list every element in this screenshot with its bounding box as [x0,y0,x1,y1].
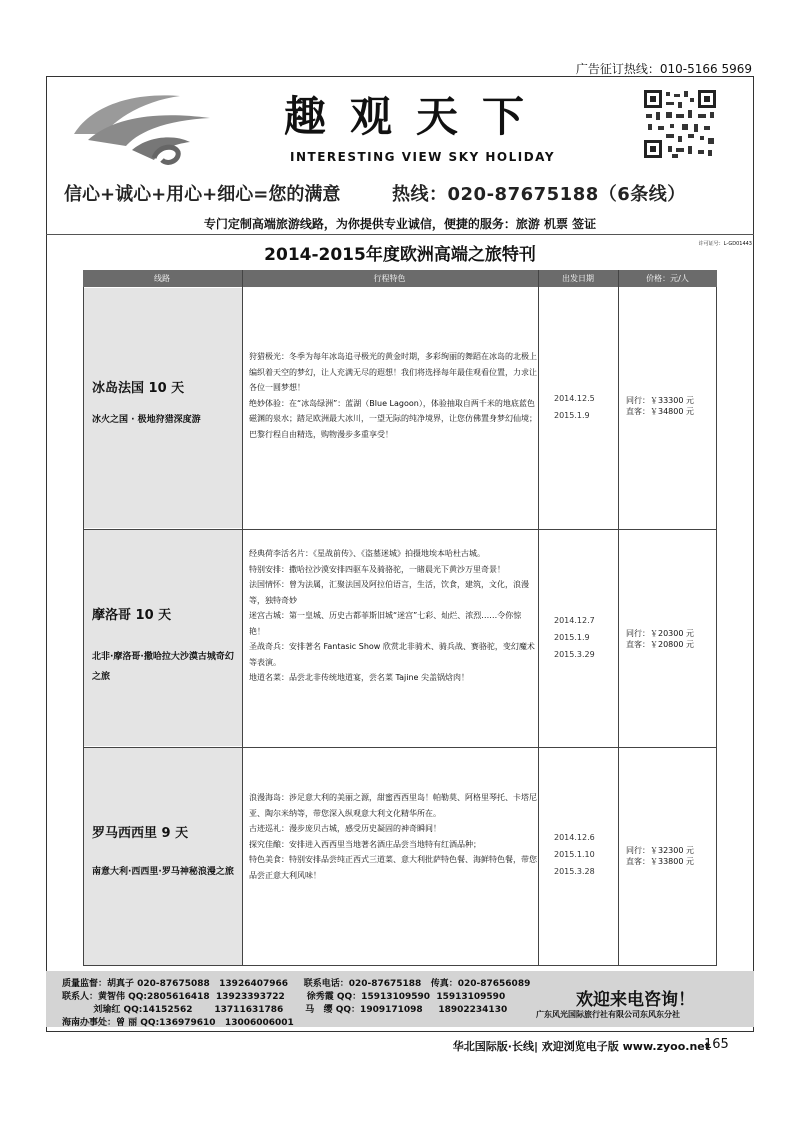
header-route: 线路 [154,274,170,283]
departure-date: 2015.1.10 [554,850,595,859]
price-agent: 同行：￥32300 元 [626,846,694,855]
desc-paragraph: 圣战奇兵：安排著名 Fantasic Show 欣赏北非骑术、骑兵战、赛骆驼，变幻魔术等表演。 [249,642,535,667]
footer-line: 刘瑜红 QQ:14152562 13711631786 马 缨 QQ：1909171098 18902234130 [62,1005,508,1015]
qr-code-icon [642,88,718,160]
route-cell-shade [84,288,242,528]
desc-paragraph: 地道名菜：品尝北非传统地道宴，尝名菜 Tajine 尖盖锅焓肉！ [249,673,469,682]
header-price: 价格：元/人 [646,274,689,283]
departure-date: 2015.3.28 [554,867,595,876]
departure-dates [554,390,595,424]
price-direct: 直客：￥20800 元 [626,640,694,649]
divider [46,234,754,235]
route-description [249,349,537,442]
price-block [626,628,694,650]
brand-name-en: INTERESTING VIEW SKY HOLIDAY [290,150,556,164]
row-divider [83,529,717,530]
departure-dates [554,612,595,663]
price-direct: 直客：￥33800 元 [626,857,694,866]
page-number: 165 [704,1037,729,1052]
footer-line: 质量监督：胡真子 020-87675088 13926407966 联系电话：020-87675188 传真：020-87656089 [62,979,531,989]
desc-paragraph: 绝妙体验：在“冰岛绿洲”：蓝湖（Blue Lagoon），体验抽取自两千米的地底蓝色磁渊的泉水；踏足欧洲最大冰川，一望无际的纯净境界，让您仿佛置身梦幻仙境； [249,398,537,423]
departure-date: 2014.12.5 [554,394,595,403]
departure-date: 2015.3.29 [554,650,595,659]
desc-paragraph: 浪漫海岛：涉足意大利的美丽之源，甜蜜西西里岛！帕勒莫、阿格里琴托、卡塔尼亚、陶尔米纳等，带您深入纵观意大利文化精华所在。 [249,793,537,818]
price-agent: 同行：￥20300 元 [626,629,694,638]
departure-date: 2015.1.9 [554,633,590,642]
price-block [626,395,694,417]
services-line: 专门定制高端旅游线路，为你提供专业诚信，便捷的服务：旅游 机票 签证 [203,217,597,231]
departure-dates [554,829,595,880]
issue-title: 2014-2015年度欧洲高端之旅特刊 [264,245,536,265]
departure-date: 2014.12.6 [554,833,595,842]
route-description [249,790,537,883]
desc-paragraph: 迷宫古城：第一皇城、历史古都菲斯旧城“迷宫”七彩、灿烂、浓烈……令你惊艳！ [249,611,522,636]
agency-name: 广东风光国际旅行社有限公司东风东分社 [536,1010,680,1019]
welcome-text: 欢迎来电咨询！ [576,990,695,1010]
brand-logo-icon [70,84,220,176]
desc-paragraph: 狩猎极光：冬季为每年冰岛追寻极光的黄金时期，多彩绚丽的舞蹈在冰岛的北极上编织着天空的梦幻，让人充满无尽的遐想！我们将选择每年最佳观看位置，力求让各位一圆梦想！ [249,352,537,392]
column-divider [538,270,539,966]
route-description [249,546,537,686]
departure-date: 2015.1.9 [554,411,590,420]
departure-date: 2014.12.7 [554,616,595,625]
hotline-phone: 热线：020-87675188（6条线） [392,184,686,205]
route-subtitle: 南意大利·西西里·罗马神秘浪漫之旅 [92,867,234,877]
desc-paragraph: 巴黎行程自由精选，购物漫步多重享受！ [249,429,393,439]
column-divider [618,270,619,966]
header-features: 行程特色 [373,274,406,283]
route-name: 罗马西西里 9 天 [92,826,189,841]
route-subtitle: 北非·摩洛哥·撒哈拉大沙漠古城奇幻之旅 [92,652,234,682]
desc-paragraph: 古迹巡礼：漫步庞贝古城，感受历史凝固的神奇瞬间！ [249,824,441,833]
brand-name-cn: 趣观天下 [284,92,549,141]
price-agent: 同行：￥33300 元 [626,396,694,405]
license-number: 许可证号：L-GD01443 [698,241,752,247]
route-cell-shade [84,748,242,965]
header-dates: 出发日期 [562,274,594,283]
route-name: 冰岛法国 10 天 [92,381,185,396]
column-divider [242,270,243,966]
row-divider [83,747,717,748]
desc-paragraph: 经典荷李活名片：《星战前传》、《盗墓迷城》拍摄地埃本哈杜古城。 [249,549,485,558]
table-header [83,270,717,287]
ad-hotline: 广告征订热线：010-5166 5969 [575,62,752,76]
slogan: 信心+诚心+用心+细心=您的满意 [64,184,341,205]
edition-line: 华北国际版·长线| 欢迎浏览电子版 www.zyoo.net [452,1040,710,1053]
desc-paragraph: 特别安排：撒哈拉沙漠安排四驱车及骑骆驼，一睹晨光下黄沙万里奇景！ [249,564,505,574]
footer-line: 海南办事处：曾 丽 QQ:136979610 13006006001 [62,1018,294,1028]
price-block [626,845,694,867]
desc-paragraph: 特色美食：特别安排品尝纯正西式三道菜、意大利批萨特色餐、海鲜特色餐，带您品尝正意大利风味！ [249,855,537,880]
desc-paragraph: 法国情怀：曾为法属，汇聚法国及阿拉伯语言，生活，饮食，建筑，文化，浪漫等，独特奇妙 [249,580,529,605]
footer-line: 联系人：黄智伟 QQ:2805616418 13923393722 徐秀霞 QQ：15913109590 15913109590 [62,992,506,1002]
route-cell-shade [84,530,242,746]
desc-paragraph: 探究佳酿：安排进入西西里当地著名酒庄品尝当地特有红酒品种； [249,839,481,849]
price-direct: 直客：￥34800 元 [626,407,694,416]
route-subtitle: 冰火之国 · 极地狩猎深度游 [92,415,201,425]
route-name: 摩洛哥 10 天 [92,608,172,623]
